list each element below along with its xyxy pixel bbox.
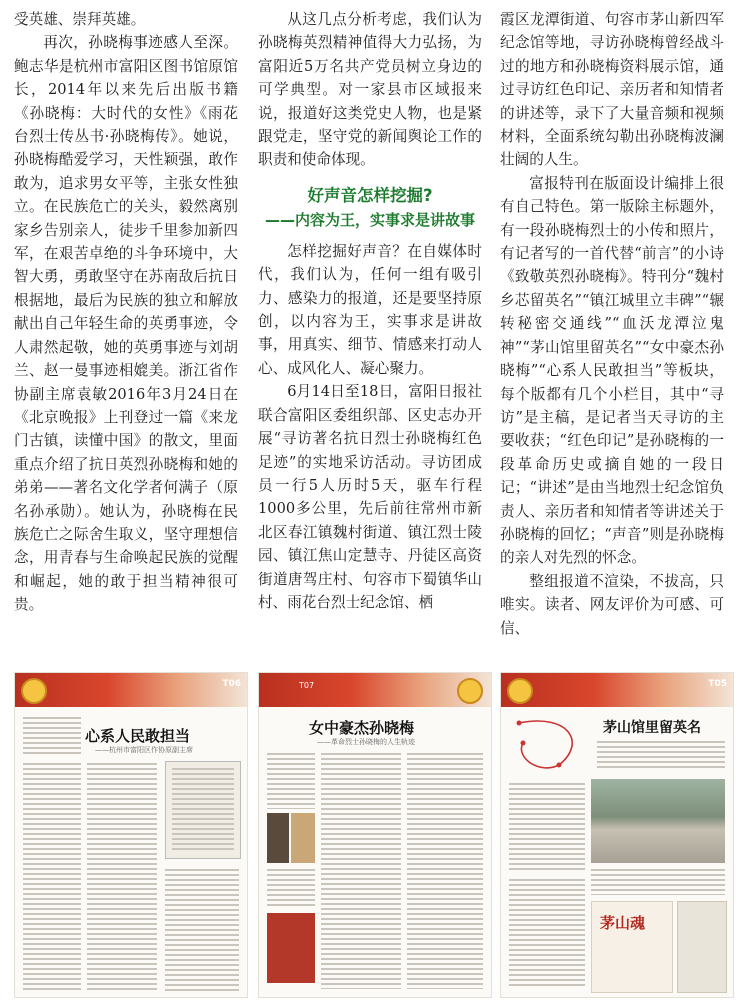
page-banner — [15, 673, 247, 707]
handwritten-letter-image — [165, 761, 241, 859]
paragraph: 从这几点分析考虑，我们认为孙晓梅英烈精神值得大力弘扬，为富阳近5万名共产党员树立身边的可学典型。对一家县市区域报来说，报道好这类党史人物，也是紧跟党走，坚守党的新闻舆论工作的职责和使命体现。 — [258, 11, 482, 169]
book-cover-photo — [267, 913, 315, 983]
text-block — [87, 763, 157, 991]
text-block — [407, 753, 483, 989]
newspaper-page-thumbnail — [500, 672, 734, 998]
page-banner — [501, 673, 733, 707]
text-block — [591, 869, 725, 895]
portrait-photo — [267, 813, 289, 863]
paragraph: 整组报道不渲染，不拔高，只唯实。读者、网友评价为可感、可信、 — [500, 572, 724, 637]
thumbnail-title: 心系人民敢担当 — [85, 727, 191, 745]
text-block — [321, 753, 401, 989]
thumbnail-subtitle: ——杭州市富阳区作协原副主席 — [95, 746, 193, 754]
newspaper-page-thumbnail — [14, 672, 248, 998]
memorial-hall-photo — [591, 779, 725, 863]
paragraph: 6月14日至18日，富阳日报社联合富阳区委组织部、区史志办开展“寻访著名抗日烈士孙晓梅红色足迹”的实地采访活动。寻访团成员一行5人历时5天，驱车行程1000多公里，先后前往常州市新北区春江镇魏村街道、镇江烈士陵园、镇江焦山定慧寺、丹徒区高资街道唐驾庄村、句容市下蜀镇华山村、雨花台烈士纪念馆、栖 — [258, 383, 482, 611]
memorial-inscription-photo: 茅山魂 — [591, 901, 673, 993]
thumbnail-title: 女中豪杰孙晓梅 — [309, 719, 415, 737]
newspaper-page-thumbnail — [258, 672, 492, 998]
text-block — [23, 717, 81, 757]
section-subheading — [258, 184, 482, 232]
article-column-3 — [500, 8, 724, 640]
page-badge: T06 — [222, 679, 241, 689]
text-block — [267, 753, 315, 809]
page-badge: T05 — [708, 679, 727, 689]
thumbnail-subtitle: ——革命烈士孙晓梅的人生轨迹 — [317, 738, 415, 746]
text-block — [509, 879, 585, 989]
subheading-subtitle: ——内容为王，实事求是讲故事 — [264, 210, 475, 229]
article-column-1 — [14, 8, 238, 617]
paragraph: 富报特刊在版面设计编排上很有自己特色。第一版除主标题外，有一段孙晓梅烈士的小传和照片，有记者写的一首代替“前言”的小诗《致敬英烈孙晓梅》。特刊分“魏村乡芯留英名”“镇江城里立丰碑”“辗转秘密交通线”“血沃龙潭泣鬼神”“茅山馆里留英名”“女中豪杰孙晓梅”“心系人民敢担当”等板块，每个版都有几个小栏目，其中“寻访”是主稿，是记者当天寻访的主要收获；“红色印记”是孙晓梅的一段革命历史或摘自她的一段日记；“讲述”是由当地烈士纪念馆负责人、亲历者和知情者等讲述关于孙晓梅的回忆；“声音”则是孙晓梅的亲人对先烈的怀念。 — [500, 174, 724, 567]
text-block — [267, 869, 315, 909]
party-emblem-icon — [507, 678, 533, 704]
text-block — [23, 763, 81, 991]
text-block — [165, 869, 239, 991]
exhibit-photo — [677, 901, 727, 993]
text-block — [597, 741, 725, 771]
book-photo — [291, 813, 315, 863]
party-emblem-icon — [21, 678, 47, 704]
text-block — [509, 783, 585, 873]
subheading-title: 好声音怎样挖掘? — [307, 185, 433, 205]
page-badge: T07 — [299, 681, 315, 690]
route-map-diagram — [509, 713, 589, 777]
page-banner — [259, 673, 491, 707]
thumbnail-title: 茅山馆里留英名 — [603, 720, 701, 736]
paragraph: 再次，孙晓梅事迹感人至深。鲍志华是杭州市富阳区图书馆原馆长，2014年以来先后出版书籍《孙晓梅：大时代的女性》《雨花台烈士传丛书·孙晓梅传》。她说，孙晓梅酷爱学习，天性颖强，敢作敢为，追求男女平等，主张女性独立。在民族危亡的关头，毅然离别家乡告别亲人，徒步千里参加新四军，在艰苦卓绝的斗争环境中，大智大勇，勇敢坚守在苏南敌后抗日根据地，最后为民族的独立和解放献出自己年轻生命的英勇事迹，令人肃然起敬，她的英勇事迹与刘胡兰、赵一曼事迹相媲美。浙江省作协副主席袁敏2016年3月24日在《北京晚报》上刊登过一篇《来龙门古镇，读懂中国》的散文，里面重点介绍了抗日英烈孙晓梅和她的弟弟——著名文化学者何满子（原名孙承勋）。她认为，孙晓梅在民族危亡之际舍生取义，坚守理想信念，用青春与生命唤起民族的觉醒和崛起，她的敢于担当精神很可贵。 — [14, 34, 238, 614]
paragraph: 受英雄、崇拜英雄。 — [14, 11, 146, 28]
paragraph: 霞区龙潭街道、句容市茅山新四军纪念馆等地，寻访孙晓梅曾经战斗过的地方和孙晓梅资料展示馆，通过寻访红色印记、亲历者和知情者的讲述等，录下了大量音频和视频材料，全面系统勾勒出孙晓梅波澜壮阔的人生。 — [500, 11, 724, 169]
paragraph: 怎样挖掘好声音？在自媒体时代，我们认为，任何一组有吸引力、感染力的报道，还是要坚持原创，以内容为王，实事求是讲故事，用真实、细节、情感来打动人心、成风化人、凝心聚力。 — [258, 242, 482, 377]
article-column-2 — [258, 8, 482, 614]
party-emblem-icon — [457, 678, 483, 704]
